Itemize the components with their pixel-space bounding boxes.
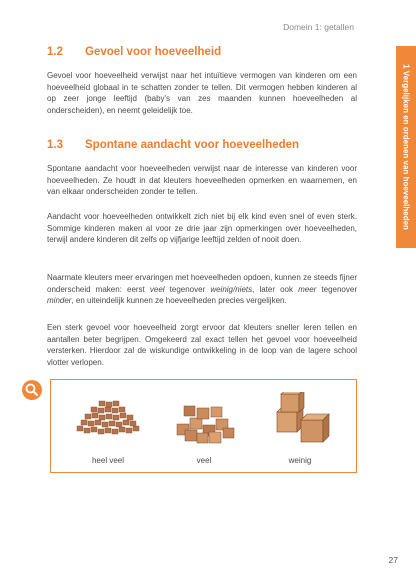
section-1-2-paragraph: Gevoel voor hoeveelheid verwijst naar het intuïtieve vermogen van kinderen om een hoeveelheid globaal in te schatten zonder te tellen. Dit vermogen hebben kinderen al op zeer jonge leeftijd (baby's van zes maanden kunnen hoeveelheden al onderscheiden), en neemt geleidelijk toe. bbox=[47, 71, 357, 115]
few-large-wooden-cubes-image bbox=[255, 392, 345, 448]
p3-text-2: tegenover bbox=[164, 284, 211, 294]
page-number: 27 bbox=[388, 555, 398, 565]
p3-text-3: , later ook bbox=[252, 284, 299, 294]
quantity-figure bbox=[50, 379, 357, 473]
p3-text-4: tegenover bbox=[316, 284, 357, 294]
magnifier-icon bbox=[22, 380, 42, 400]
section-1-3-number: 1.3 bbox=[47, 139, 63, 151]
section-1-3-heading bbox=[47, 139, 299, 151]
figure-item-veel bbox=[159, 392, 249, 470]
p3-emphasis-veel: veel bbox=[149, 284, 165, 294]
section-1-2-number: 1.2 bbox=[47, 46, 63, 58]
figure-caption-weinig: weinig bbox=[288, 456, 312, 465]
chapter-side-tab-label: 1 Vergelijken en ordenen van hoeveelheden bbox=[401, 64, 411, 230]
running-head: Domein 1: getallen bbox=[283, 22, 354, 32]
section-1-2-title: Gevoel voor hoeveelheid bbox=[85, 46, 222, 58]
figure-item-weinig bbox=[255, 392, 345, 470]
figure-caption-veel: veel bbox=[196, 456, 212, 465]
section-1-3-paragraph-2: Aandacht voor hoeveelheden ontwikkelt zich niet bij elk kind even snel of even sterk. Sommige kinderen maken al voor ze drie jaar zijn opmerkingen over hoeveelheden, terwijl andere kinderen dit zelfs op vijfjarige leeftijd zelden of nooit doen. bbox=[47, 212, 357, 245]
p3-text-5: , en uiteindelijk kunnen ze hoeveelheden precies vergelijken. bbox=[71, 296, 287, 306]
section-1-3-paragraph-1: Spontane aandacht voor hoeveelheden verwijst naar de interesse van kinderen voor hoeveelheden. Ze houdt in dat kleuters hoeveelheden opmerken en waarnemen, en van elkaar onderscheiden zonder te tellen. bbox=[47, 164, 357, 197]
section-1-3-paragraph-4: Een sterk gevoel voor hoeveelheid zorgt ervoor dat kleuters sneller leren tellen en aantallen beter begrijpen. Omgekeerd zal exact tellen het gevoel voor hoeveelheid versterken. Hierdoor zal de wiskundige ontwikkeling in de loop van de lagere school vlotter verlopen. bbox=[47, 323, 357, 367]
p3-emphasis-meer: meer bbox=[298, 284, 317, 294]
section-1-3-paragraph-3 bbox=[47, 272, 357, 307]
section-1-3-title: Spontane aandacht voor hoeveelheden bbox=[85, 139, 300, 151]
p3-emphasis-minder: minder bbox=[47, 296, 72, 306]
some-wooden-cubes-image bbox=[159, 392, 249, 448]
many-small-wooden-blocks-image bbox=[63, 392, 153, 448]
section-1-2-heading bbox=[47, 46, 221, 58]
chapter-side-tab bbox=[396, 46, 416, 248]
p3-text-1: Naarmate kleuters meer ervaringen met hoeveelheden opdoen, kunnen ze steeds fijner onderscheid maken: eerst bbox=[47, 273, 357, 294]
p3-emphasis-weinig-niets: weinig/niets bbox=[210, 284, 253, 294]
figure-item-heel-veel bbox=[63, 392, 153, 470]
figure-caption-heel-veel: heel veel bbox=[91, 456, 125, 465]
